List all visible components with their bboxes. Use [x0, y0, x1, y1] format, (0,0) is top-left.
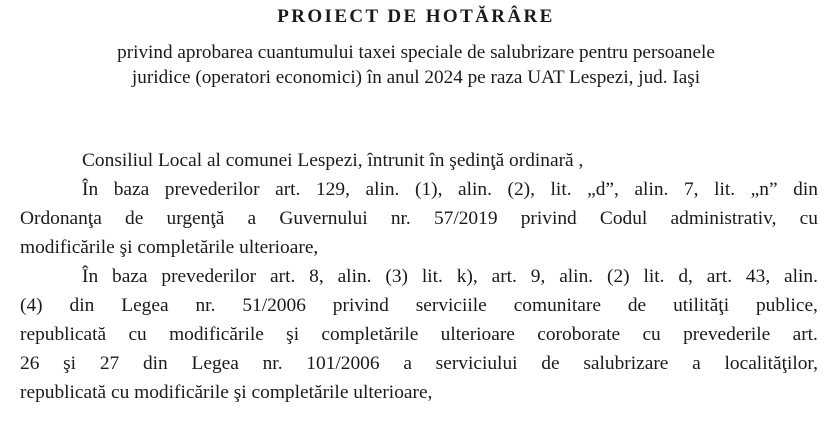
- word: prevederilor: [161, 266, 257, 287]
- word: prevederile: [683, 324, 771, 345]
- word: comunitare: [513, 295, 601, 316]
- word: (4): [20, 295, 43, 316]
- word: utilităţi: [673, 295, 730, 316]
- word: art.: [275, 179, 301, 200]
- word: 8,: [309, 266, 324, 287]
- word: art.: [792, 324, 818, 345]
- word: Codul: [599, 208, 648, 229]
- word: serviciile: [415, 295, 487, 316]
- word: În: [82, 266, 99, 287]
- word: 129,: [315, 179, 350, 200]
- word: salubrizare: [583, 353, 669, 374]
- word: coroborate: [537, 324, 621, 345]
- word: a: [247, 208, 257, 229]
- word: republicată: [20, 324, 107, 345]
- word: „n”: [750, 179, 778, 200]
- paragraph-line: [20, 204, 818, 233]
- document-title: PROIECT DE HOTĂRÂRE: [277, 6, 555, 27]
- paragraph-legal-basis-2: [20, 262, 818, 407]
- word: 26: [20, 353, 40, 374]
- word: 7,: [683, 179, 699, 200]
- word: alin.: [458, 179, 492, 200]
- word: din: [793, 179, 818, 200]
- word: din: [69, 295, 95, 316]
- word: d,: [678, 266, 693, 287]
- word: ulterioare: [440, 324, 515, 345]
- word: În: [82, 179, 99, 200]
- paragraph-line: [20, 291, 818, 320]
- word: alin.: [634, 179, 669, 200]
- document-body: [20, 146, 818, 407]
- word: „d”,: [587, 179, 619, 200]
- word: completările: [321, 324, 419, 345]
- word: modificările: [169, 324, 264, 345]
- word: lit.: [714, 179, 736, 200]
- subtitle-line-1: privind aprobarea cuantumului taxei speciale de salubrizare pentru persoanele: [117, 42, 715, 63]
- word: (1),: [414, 179, 443, 200]
- word: 43,: [745, 266, 771, 287]
- word: 27: [99, 353, 120, 374]
- word: serviciului: [435, 353, 518, 374]
- word: a: [403, 353, 412, 374]
- word: Legea: [191, 353, 239, 374]
- paragraph-line: Consiliul Local al comunei Lespezi, întrunit în şedinţă ordinară ,: [82, 150, 584, 171]
- word: lit.: [421, 266, 443, 287]
- word: nr.: [262, 353, 283, 374]
- paragraph-council: [20, 146, 818, 175]
- word: de: [125, 208, 144, 229]
- word: art.: [491, 266, 517, 287]
- word: alin.: [559, 266, 594, 287]
- word: (3): [385, 266, 408, 287]
- word: 101/2006: [306, 353, 380, 374]
- word: publice,: [755, 295, 818, 316]
- word: urgenţă: [166, 208, 225, 229]
- word: 57/2019: [433, 208, 498, 229]
- word: nr.: [390, 208, 411, 229]
- document-subtitle: [0, 40, 832, 90]
- word: art.: [706, 266, 733, 287]
- word: prevederilor: [164, 179, 260, 200]
- paragraph-line: modificările şi completările ulterioare,: [20, 237, 319, 258]
- word: (2),: [507, 179, 535, 200]
- word: 51/2006: [242, 295, 306, 316]
- word: baza: [113, 179, 150, 200]
- word: din: [142, 353, 168, 374]
- word: alin.: [337, 266, 372, 287]
- word: de: [627, 295, 647, 316]
- word: nr.: [195, 295, 216, 316]
- word: cu: [642, 324, 661, 345]
- word: privind: [520, 208, 577, 229]
- paragraph-line: [20, 175, 818, 204]
- word: cu: [799, 208, 818, 229]
- subtitle-line-2: juridice (operatori economici) în anul 2024 pe raza UAT Lespezi, jud. Iaşi: [131, 67, 701, 88]
- word: localităţilor,: [724, 353, 818, 374]
- word: şi: [286, 324, 300, 345]
- word: baza: [112, 266, 148, 287]
- paragraph-line: [20, 320, 818, 349]
- word: alin.: [365, 179, 400, 200]
- word: art.: [270, 266, 296, 287]
- word: k),: [456, 266, 478, 287]
- word: privind: [332, 295, 389, 316]
- paragraph-legal-basis-1: [20, 175, 818, 262]
- word: alin.: [784, 266, 818, 287]
- word: lit.: [643, 266, 665, 287]
- word: 9,: [530, 266, 546, 287]
- paragraph-line: [20, 349, 818, 378]
- word: Guvernului: [279, 208, 368, 229]
- word: şi: [63, 353, 77, 374]
- word: Legea: [121, 295, 169, 316]
- paragraph-line: [20, 262, 818, 291]
- word: (2): [606, 266, 630, 287]
- word: administrativ,: [670, 208, 777, 229]
- word: de: [541, 353, 560, 374]
- word: cu: [128, 324, 147, 345]
- word: Ordonanţa: [20, 208, 102, 229]
- paragraph-line: republicată cu modificările şi completările ulterioare,: [20, 382, 433, 403]
- word: lit.: [550, 179, 572, 200]
- word: a: [692, 353, 701, 374]
